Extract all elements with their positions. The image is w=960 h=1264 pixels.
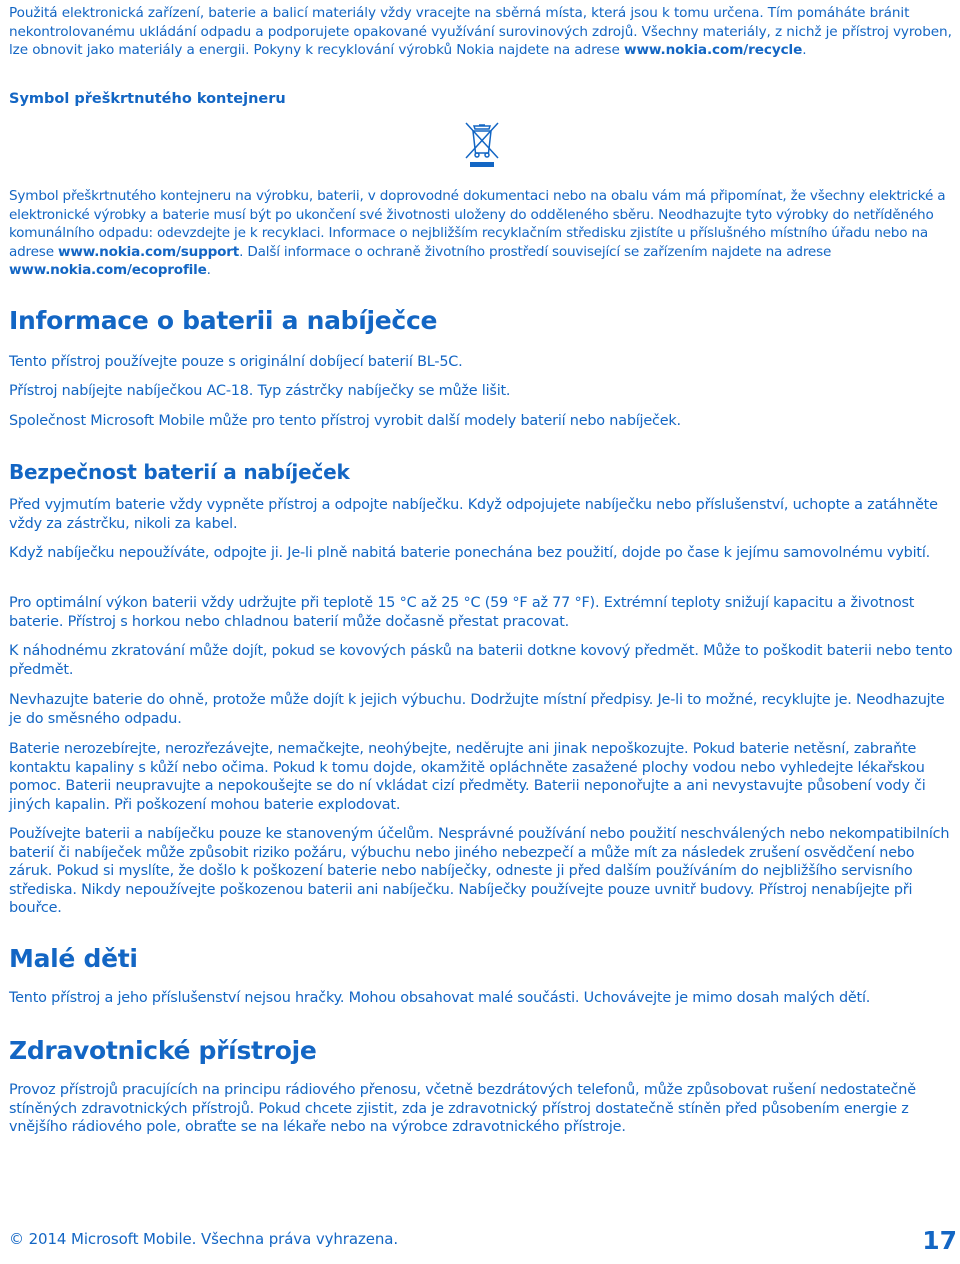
battery-safety-paragraph-4: K náhodnému zkratování může dojít, pokud se kovových pásků na baterii dotkne kovový předmět. Může to poškodit baterii nebo tento předmět.: [9, 643, 953, 678]
battery-safety-paragraph-6: Baterie nerozebírejte, nerozřezávejte, nemačkejte, neohýbejte, neděrujte ani jinak nepoškozujte. Pokud baterie netěsní, zabraňte kontaktu kapaliny s kůží nebo očima. Pokud k tomu dojde, okamžitě opláchněte zasažené plochy vodou nebo vyhledejte lékařskou pomoc. Baterii neupravujte a nepokoušejte se do ní vkládat cizí předměty. Baterii neponořujte a ani nevystavujte působení vody či jiných kapalin. Při poškození mohou baterie explodovat.: [9, 741, 926, 813]
recycling-intro-end: .: [802, 42, 807, 58]
crossed-bin-text-3: .: [206, 262, 211, 278]
battery-safety-paragraph-5: Nevhazujte baterie do ohně, protože může dojít k jejich výbuchu. Dodržujte místní předpisy. Je-li to možné, recyklujte je. Neodhazujte je do směsného odpadu.: [9, 692, 945, 727]
crossed-bin-text-2: . Další informace o ochraně životního prostředí související se zařízením najdete na adrese: [239, 243, 832, 260]
crossed-bin-description: [9, 187, 959, 280]
battery-info-paragraph-3: Společnost Microsoft Mobile může pro tento přístroj vyrobit další modely baterií nebo nabíječek.: [9, 413, 681, 429]
children-heading: Malé děti: [9, 944, 138, 973]
battery-info-paragraph-2: Přístroj nabíjejte nabíječkou AC-18. Typ zástrčky nabíječky se může lišit.: [9, 383, 511, 399]
crossed-out-wheelie-bin-icon: [463, 120, 501, 170]
battery-info-paragraph-1: Tento přístroj používejte pouze s originální dobíjecí baterií BL-5C.: [9, 354, 463, 370]
battery-safety-paragraph-2: Když nabíječku nepoužíváte, odpojte ji. Je-li plně nabitá baterie ponechána bez použití, dojde po čase k jejímu samovolnému vybití.: [9, 545, 930, 561]
crossed-bin-text-1: Symbol přeškrtnutého kontejneru na výrobku, baterii, v doprovodné dokumentaci nebo na obalu vám má připomínat, že všechny elektrické a elektronické výrobky a baterie musí být po ukončení své životnosti uloženy do odděleného sběru. Neodhazujte tyto výrobky do netříděného komunálního odpadu: odevzdejte je k recyklaci. Informace o nejbližším recyklačním středisku zjistíte u příslušného místního úřadu nebo na adrese: [9, 188, 946, 260]
recycling-intro-paragraph: [9, 4, 959, 60]
children-paragraph: Tento přístroj a jeho příslušenství nejsou hračky. Mohou obsahovat malé součásti. Uchovávejte je mimo dosah malých dětí.: [9, 990, 871, 1006]
support-link[interactable]: www.nokia.com/support: [57, 243, 240, 260]
medical-devices-heading: Zdravotnické přístroje: [9, 1036, 317, 1065]
battery-info-heading: Informace o baterii a nabíječce: [9, 306, 438, 335]
recycling-intro-text: Použitá elektronická zařízení, baterie a balicí materiály vždy vracejte na sběrná místa, která jsou k tomu určena. Tím pomáháte bránit nekontrolovanému ukládání odpadu a podporujete opakované využívání surovinových zdrojů. Všechny materiály, z nichž je přístroj vyroben, lze obnovit jako materiály a energii. Pokyny k recyklování výrobků Nokia najdete na adrese: [9, 5, 952, 58]
crossed-bin-section-title: Symbol přeškrtnutého kontejneru: [9, 91, 286, 107]
battery-safety-paragraph-3: Pro optimální výkon baterii vždy udržujte při teplotě 15 °C až 25 °C (59 °F až 77 °F). Extrémní teploty snižují kapacitu a životnost baterie. Přístroj s horkou nebo chladnou baterií může dočasně přestat pracovat.: [9, 595, 915, 630]
battery-safety-paragraph-7: Používejte baterii a nabíječku pouze ke stanoveným účelům. Nesprávné používání nebo použití neschválených nebo nekompatibilních baterií či nabíječek může způsobit riziko požáru, výbuchu nebo jiného nebezpečí a může mít za následek zrušení osvědčení nebo záruk. Pokud si myslíte, že došlo k poškození baterie nebo nabíječky, odneste ji před dalším používáním do nejbližšího servisního střediska. Nikdy nepoužívejte poškozenou baterii ani nabíječku. Nabíječky používejte pouze uvnitř budovy. Přístroj nenabíjejte při bouřce.: [9, 826, 950, 916]
copyright-footer: © 2014 Microsoft Mobile. Všechna práva vyhrazena.: [9, 1230, 399, 1248]
battery-safety-paragraph-1: Před vyjmutím baterie vždy vypněte přístroj a odpojte nabíječku. Když odpojujete nabíječku nebo příslušenství, uchopte a zatáhněte vždy za zástrčku, nikoli za kabel.: [9, 497, 938, 532]
page-number: 17: [922, 1226, 957, 1255]
ecoprofile-link[interactable]: www.nokia.com/ecoprofile: [9, 262, 207, 278]
battery-safety-heading: Bezpečnost baterií a nabíječek: [9, 460, 350, 484]
medical-devices-paragraph: Provoz přístrojů pracujících na principu rádiového přenosu, včetně bezdrátových telefonů, může způsobovat rušení nedostatečně stíněných zdravotnických přístrojů. Pokud chcete zjistit, zda je zdravotnický přístroj dostatečně stíněn před působením energie z vnějšího rádiového pole, obraťte se na lékaře nebo na výrobce zdravotnického přístroje.: [9, 1082, 916, 1135]
recycle-link[interactable]: www.nokia.com/recycle: [624, 42, 803, 58]
